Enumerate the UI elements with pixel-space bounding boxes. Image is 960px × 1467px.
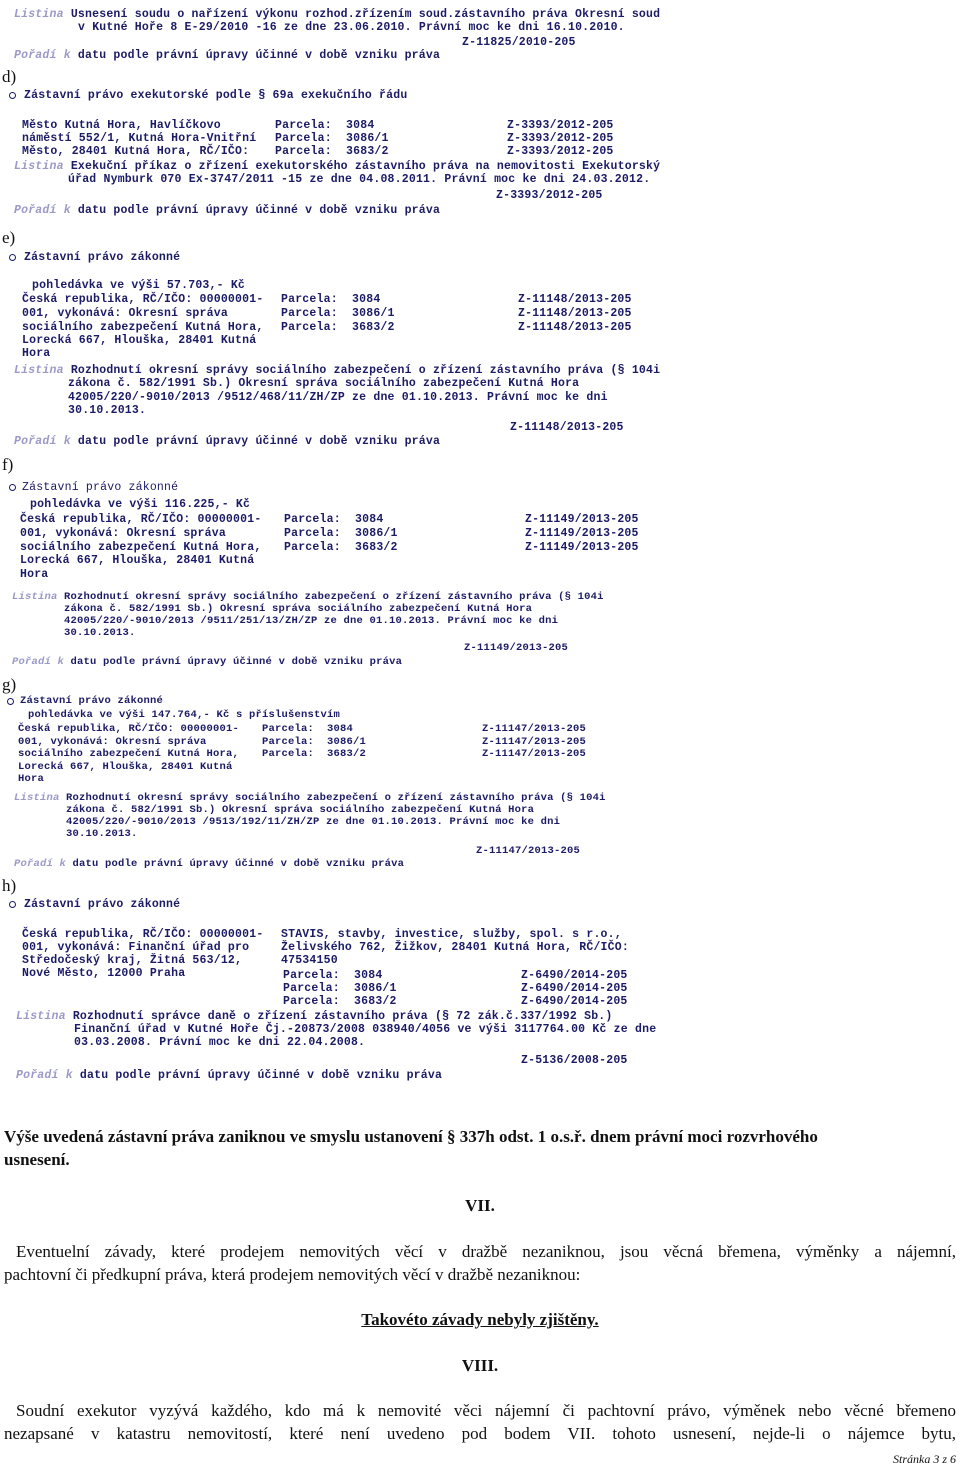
- poradi: [16, 1069, 442, 1083]
- listina-label: Listina: [16, 1010, 66, 1023]
- section-letter-d: d): [2, 67, 17, 86]
- bullet-icon: [7, 698, 14, 705]
- z-reference: Z-3393/2012-205: [507, 132, 614, 145]
- poradi-label: Pořadí k: [14, 204, 71, 217]
- parcel: Parcela: 3086/1: [284, 527, 398, 540]
- listina: [14, 792, 606, 804]
- claim-amount: pohledávka ve výši 116.225,- Kč: [30, 498, 251, 511]
- poradi-label: Pořadí k: [14, 858, 67, 870]
- poradi: [14, 858, 404, 872]
- section-title: Zástavní právo zákonné: [24, 251, 181, 264]
- listina-line: zákona č. 582/1991 Sb.) Okresní správa sociálního zabezpečení Kutná Hora: [68, 377, 580, 390]
- z-reference: Z-6490/2014-205: [521, 995, 628, 1008]
- owner-line: sociálního zabezpečení Kutná Hora,: [18, 748, 240, 760]
- top-listina: [14, 8, 660, 22]
- owner-line: sociálního zabezpečení Kutná Hora,: [20, 541, 262, 554]
- z-reference: Z-11148/2013-205: [518, 321, 632, 334]
- summary-line: usnesení.: [4, 1150, 70, 1169]
- z-reference: Z-11149/2013-205: [464, 642, 569, 654]
- poradi-text: datu podle právní úpravy účinné v době vzniku práva: [70, 656, 403, 668]
- listina-line: zákona č. 582/1991 Sb.) Okresní správa sociálního zabezpečení Kutná Hora: [66, 804, 535, 816]
- owner-line: 001, vykonává: Okresní správa: [18, 736, 207, 748]
- z-reference: Z-11147/2013-205: [482, 736, 587, 748]
- section-title: Zástavní právo exekutorské podle § 69a exekučního řádu: [24, 89, 408, 102]
- owner-line: náměstí 552/1, Kutná Hora-Vnitřní: [22, 132, 257, 145]
- owner-line: Město, 28401 Kutná Hora, RČ/IČO:: [22, 145, 250, 158]
- listina-label: Listina: [14, 792, 60, 804]
- summary-line: Výše uvedená zástavní práva zaniknou ve smyslu ustanovení § 337h odst. 1 o.s.ř. dnem právní moci rozvrhového: [4, 1127, 818, 1146]
- z-reference: Z-11147/2013-205: [476, 845, 581, 857]
- vii-paragraph-line: pachtovní či předkupní práva, která prodejem nemovitých věcí v dražbě nezaniknou:: [4, 1265, 581, 1284]
- owner-line: Hora: [20, 568, 49, 581]
- section-title: Zástavní právo zákonné: [24, 898, 181, 911]
- z-reference: Z-11148/2013-205: [510, 421, 624, 434]
- party-line: 47534150: [281, 954, 338, 967]
- party-line: STAVIS, stavby, investice, služby, spol. s r.o.,: [281, 928, 622, 941]
- z-reference: Z-11825/2010-205: [462, 36, 576, 49]
- poradi-text: datu podle právní úpravy účinné v době vzniku práva: [77, 435, 441, 448]
- section-letter-f: f): [2, 455, 14, 474]
- listina-label: Listina: [14, 364, 64, 377]
- z-reference: Z-11149/2013-205: [525, 513, 639, 526]
- poradi: [14, 204, 440, 218]
- listina-line: úřad Nymburk 070 Ex-3747/2011 -15 ze dne 04.08.2011. Právní moc ke dni 24.03.2012.: [68, 173, 651, 186]
- listina-line: 30.10.2013.: [66, 828, 138, 840]
- parcel: Parcela: 3086/1: [281, 307, 395, 320]
- poradi-label: Pořadí k: [14, 435, 71, 448]
- listina-line: Rozhodnutí okresní správy sociálního zabezpečení o zřízení zástavního práva (§ 104i: [70, 364, 661, 377]
- page-number: Stránka 3 z 6: [893, 1452, 956, 1466]
- listina: [12, 591, 604, 603]
- z-reference: Z-5136/2008-205: [521, 1054, 628, 1067]
- listina-line: Finanční úřad v Kutné Hoře Čj.-20873/2008 038940/4056 ve výši 3117764.00 Kč ze dne: [74, 1023, 657, 1036]
- z-reference: Z-11149/2013-205: [525, 541, 639, 554]
- poradi: [12, 656, 402, 670]
- z-reference: Z-6490/2014-205: [521, 969, 628, 982]
- poradi-text: datu podle právní úpravy účinné v době vzniku práva: [79, 1069, 443, 1082]
- z-reference: Z-11148/2013-205: [518, 293, 632, 306]
- owner-line: Hora: [22, 347, 51, 360]
- owner-line: 001, vykonává: Finanční úřad pro: [22, 941, 250, 954]
- parcel: Parcela: 3683/2: [283, 995, 397, 1008]
- party-line: Želivského 762, Žižkov, 28401 Kutná Hora, RČ/IČO:: [281, 941, 629, 954]
- section-letter-g: g): [2, 675, 17, 694]
- parcel: Parcela: 3086/1: [262, 736, 367, 748]
- poradi-label: Pořadí k: [16, 1069, 73, 1082]
- parcel: Parcela: 3084: [281, 293, 381, 306]
- listina-line: Rozhodnutí okresní správy sociálního zabezpečení o zřízení zástavního práva (§ 104i: [66, 792, 606, 804]
- poradi-text: datu podle právní úpravy účinné v době vzniku práva: [77, 204, 441, 217]
- z-reference: Z-11149/2013-205: [525, 527, 639, 540]
- owner-line: Lorecká 667, Hlouška, 28401 Kutná: [18, 761, 233, 773]
- listina-label: Listina: [14, 160, 64, 173]
- listina-line: Usnesení soudu o nařízení výkonu rozhod.zřízením soud.zástavního práva Okresní soud: [70, 8, 661, 21]
- owner-line: Lorecká 667, Hlouška, 28401 Kutná: [22, 334, 257, 347]
- parcel: Parcela: 3084: [283, 969, 383, 982]
- poradi-text: datu podle právní úpravy účinné v době vzniku práva: [72, 858, 405, 870]
- parcel: Parcela: 3086/1: [283, 982, 397, 995]
- vii-result: Takovéto závady nebyly zjištěny.: [361, 1310, 599, 1329]
- listina-line: 30.10.2013.: [68, 404, 147, 417]
- z-reference: Z-3393/2012-205: [507, 145, 614, 158]
- listina-line: Rozhodnutí okresní správy sociálního zabezpečení o zřízení zástavního práva (§ 104i: [64, 591, 604, 603]
- z-reference: Z-3393/2012-205: [507, 119, 614, 132]
- section-letter-h: h): [2, 876, 17, 895]
- section-title: Zástavní právo zákonné: [20, 695, 164, 707]
- bullet-icon: [9, 901, 16, 908]
- parcel: Parcela: 3086/1: [275, 132, 389, 145]
- bullet-icon: [9, 254, 16, 261]
- z-reference: Z-11148/2013-205: [518, 307, 632, 320]
- parcel: Parcela: 3683/2: [281, 321, 395, 334]
- listina: [16, 1010, 613, 1024]
- listina-line: 42005/220/-9010/2013 /9512/468/11/ZH/ZP ze dne 01.10.2013. Právní moc ke dni: [68, 391, 608, 404]
- listina-line: Rozhodnutí správce daně o zřízení zástavního práva (§ 72 zák.č.337/1992 Sb.): [72, 1010, 613, 1023]
- parcel: Parcela: 3683/2: [262, 748, 367, 760]
- z-reference: Z-11147/2013-205: [482, 748, 587, 760]
- heading-viii: VIII.: [461, 1356, 499, 1375]
- owner-line: Česká republika, RČ/IČO: 00000001-: [20, 513, 262, 526]
- parcel: Parcela: 3084: [275, 119, 375, 132]
- viii-paragraph-line: nezapsané v katastru nemovitostí, které není uvedeno pod bodem VII. tohoto usnesení, nejde-li o nájemce bytu,: [4, 1424, 956, 1443]
- owner-line: Česká republika, RČ/IČO: 00000001-: [22, 293, 264, 306]
- owner-line: Česká republika, RČ/IČO: 00000001-: [22, 928, 264, 941]
- poradi-label: Pořadí k: [12, 656, 65, 668]
- owner-line: Lorecká 667, Hlouška, 28401 Kutná: [20, 554, 255, 567]
- section-title: Zástavní právo zákonné: [22, 481, 179, 494]
- listina-line: v Kutné Hoře 8 E-29/2010 -16 ze dne 23.06.2010. Právní moc ke dni 16.10.2010.: [78, 21, 625, 34]
- poradi-text: datu podle právní úpravy účinné v době vzniku práva: [77, 49, 441, 62]
- parcel: Parcela: 3683/2: [275, 145, 389, 158]
- listina-label: Listina: [14, 8, 64, 21]
- owner-line: Středočeský kraj, Žitná 563/12,: [22, 954, 243, 967]
- listina-line: 30.10.2013.: [64, 627, 136, 639]
- z-reference: Z-3393/2012-205: [496, 189, 603, 202]
- listina-line: 42005/220/-9010/2013 /9513/192/11/ZH/ZP ze dne 01.10.2013. Právní moc ke dni: [66, 816, 561, 828]
- vii-paragraph-line: Eventuelní závady, které prodejem nemovitých věcí v dražbě nezaniknou, jsou věcná břemena, výměnky a nájemní,: [16, 1242, 956, 1261]
- listina: [14, 160, 660, 174]
- parcel: Parcela: 3084: [284, 513, 384, 526]
- listina-line: Exekuční příkaz o zřízení exekutorského zástavního práva na nemovitosti Exekutorský: [70, 160, 661, 173]
- claim-amount: pohledávka ve výši 57.703,- Kč: [32, 279, 246, 292]
- z-reference: Z-11147/2013-205: [482, 723, 587, 735]
- section-letter-e: e): [2, 228, 16, 247]
- listina-line: zákona č. 582/1991 Sb.) Okresní správa sociálního zabezpečení Kutná Hora: [64, 603, 533, 615]
- listina-line: 03.03.2008. Právní moc ke dni 22.04.2008.: [74, 1036, 366, 1049]
- owner-line: 001, vykonává: Okresní správa: [22, 307, 228, 320]
- listina: [14, 364, 660, 378]
- listina-line: 42005/220/-9010/2013 /9511/251/13/ZH/ZP ze dne 01.10.2013. Právní moc ke dni: [64, 615, 559, 627]
- owner-line: Hora: [18, 773, 45, 785]
- owner-line: sociálního zabezpečení Kutná Hora,: [22, 321, 264, 334]
- owner-line: Město Kutná Hora, Havlíčkovo: [22, 119, 221, 132]
- z-reference: Z-6490/2014-205: [521, 982, 628, 995]
- parcel: Parcela: 3683/2: [284, 541, 398, 554]
- parcel: Parcela: 3084: [262, 723, 354, 735]
- listina-label: Listina: [12, 591, 58, 603]
- bullet-icon: [9, 92, 16, 99]
- claim-amount: pohledávka ve výši 147.764,- Kč s příslušenstvím: [28, 709, 341, 721]
- poradi-label: Pořadí k: [14, 49, 71, 62]
- viii-paragraph-line: Soudní exekutor vyzývá každého, kdo má k nemovité věci nájemní či pachtovní právo, výměnek nebo věcné břemeno: [16, 1401, 956, 1420]
- heading-vii: VII.: [465, 1196, 495, 1215]
- bullet-icon: [9, 484, 16, 491]
- owner-line: 001, vykonává: Okresní správa: [20, 527, 226, 540]
- poradi: [14, 435, 440, 449]
- owner-line: Česká republika, RČ/IČO: 00000001-: [18, 723, 240, 735]
- owner-line: Nové Město, 12000 Praha: [22, 967, 186, 980]
- top-poradi: [14, 49, 440, 63]
